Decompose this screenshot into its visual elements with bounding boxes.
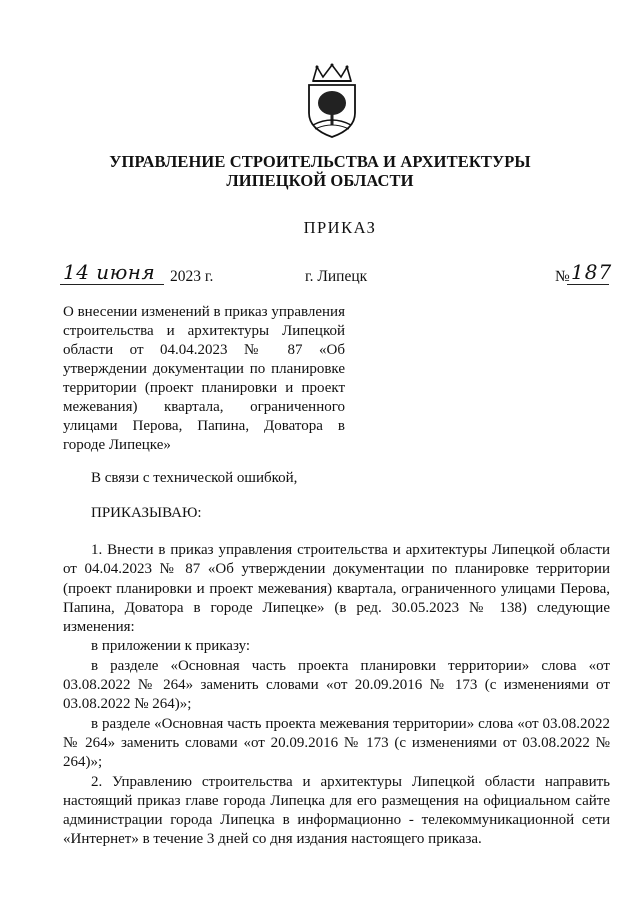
city-name: г. Липецк xyxy=(305,268,368,285)
organization-name-line-2: ЛИПЕЦКОЙ ОБЛАСТИ xyxy=(226,171,414,190)
organization-name-line-1: УПРАВЛЕНИЕ СТРОИТЕЛЬСТВА И АРХИТЕКТУРЫ xyxy=(109,152,531,171)
handwritten-date: 14 июня xyxy=(63,260,156,284)
handwritten-number: 187 xyxy=(571,260,613,284)
date-year: 2023 г. xyxy=(170,268,214,285)
date-underline xyxy=(60,284,164,285)
coat-of-arms-icon xyxy=(303,63,361,139)
document-type: ПРИКАЗ xyxy=(303,218,377,237)
paragraph-5: 2. Управлению строительства и архитектуры Липецкой области направить настоящий приказ главе города Липецка для его размещения на официальном сайте администрации города Липецка в информационно - телекоммуникационной сети «Интернет» в течение 3 дней со дня издания настоящего приказа. xyxy=(63,773,610,848)
order-body xyxy=(63,541,610,850)
paragraph-3: в разделе «Основная часть проекта планировки территории» слова «от 03.08.2022 № 264» заменить словами «от 20.09.2016 № 173 (с изменениями от 03.08.2022 № 264)»; xyxy=(63,657,610,713)
reason-text: В связи с технической ошибкой, xyxy=(91,470,298,486)
order-word: ПРИКАЗЫВАЮ: xyxy=(91,505,202,521)
number-underline xyxy=(567,284,609,285)
paragraph-4: в разделе «Основная часть проекта межевания территории» слова «от 03.08.2022 № 264» заменить словами «от 20.09.2016 № 173 (с изменениями от 03.08.2022 № 264)»; xyxy=(63,715,610,771)
order-subject: О внесении изменений в приказ управления строительства и архитектуры Липецкой области от 04.04.2023 № 87 «Об утверждении документации по планировке территории (проект планировки и проект межевания) квартала, ограниченного улицами Перова, Папина, Доватора в городе Липецке» xyxy=(63,304,345,453)
number-sign: № xyxy=(555,268,570,285)
paragraph-2: в приложении к приказу: xyxy=(91,638,251,655)
paragraph-1: 1. Внести в приказ управления строительства и архитектуры Липецкой области от 04.04.2023 № 87 «Об утверждении документации по планировке территории (проект планировки и проект межевания) квартала, ограниченного улицами Перова, Папина, Доватора в городе Липецке» (в ред. 30.05.2023 № 138) следующие изменения: xyxy=(63,542,610,636)
